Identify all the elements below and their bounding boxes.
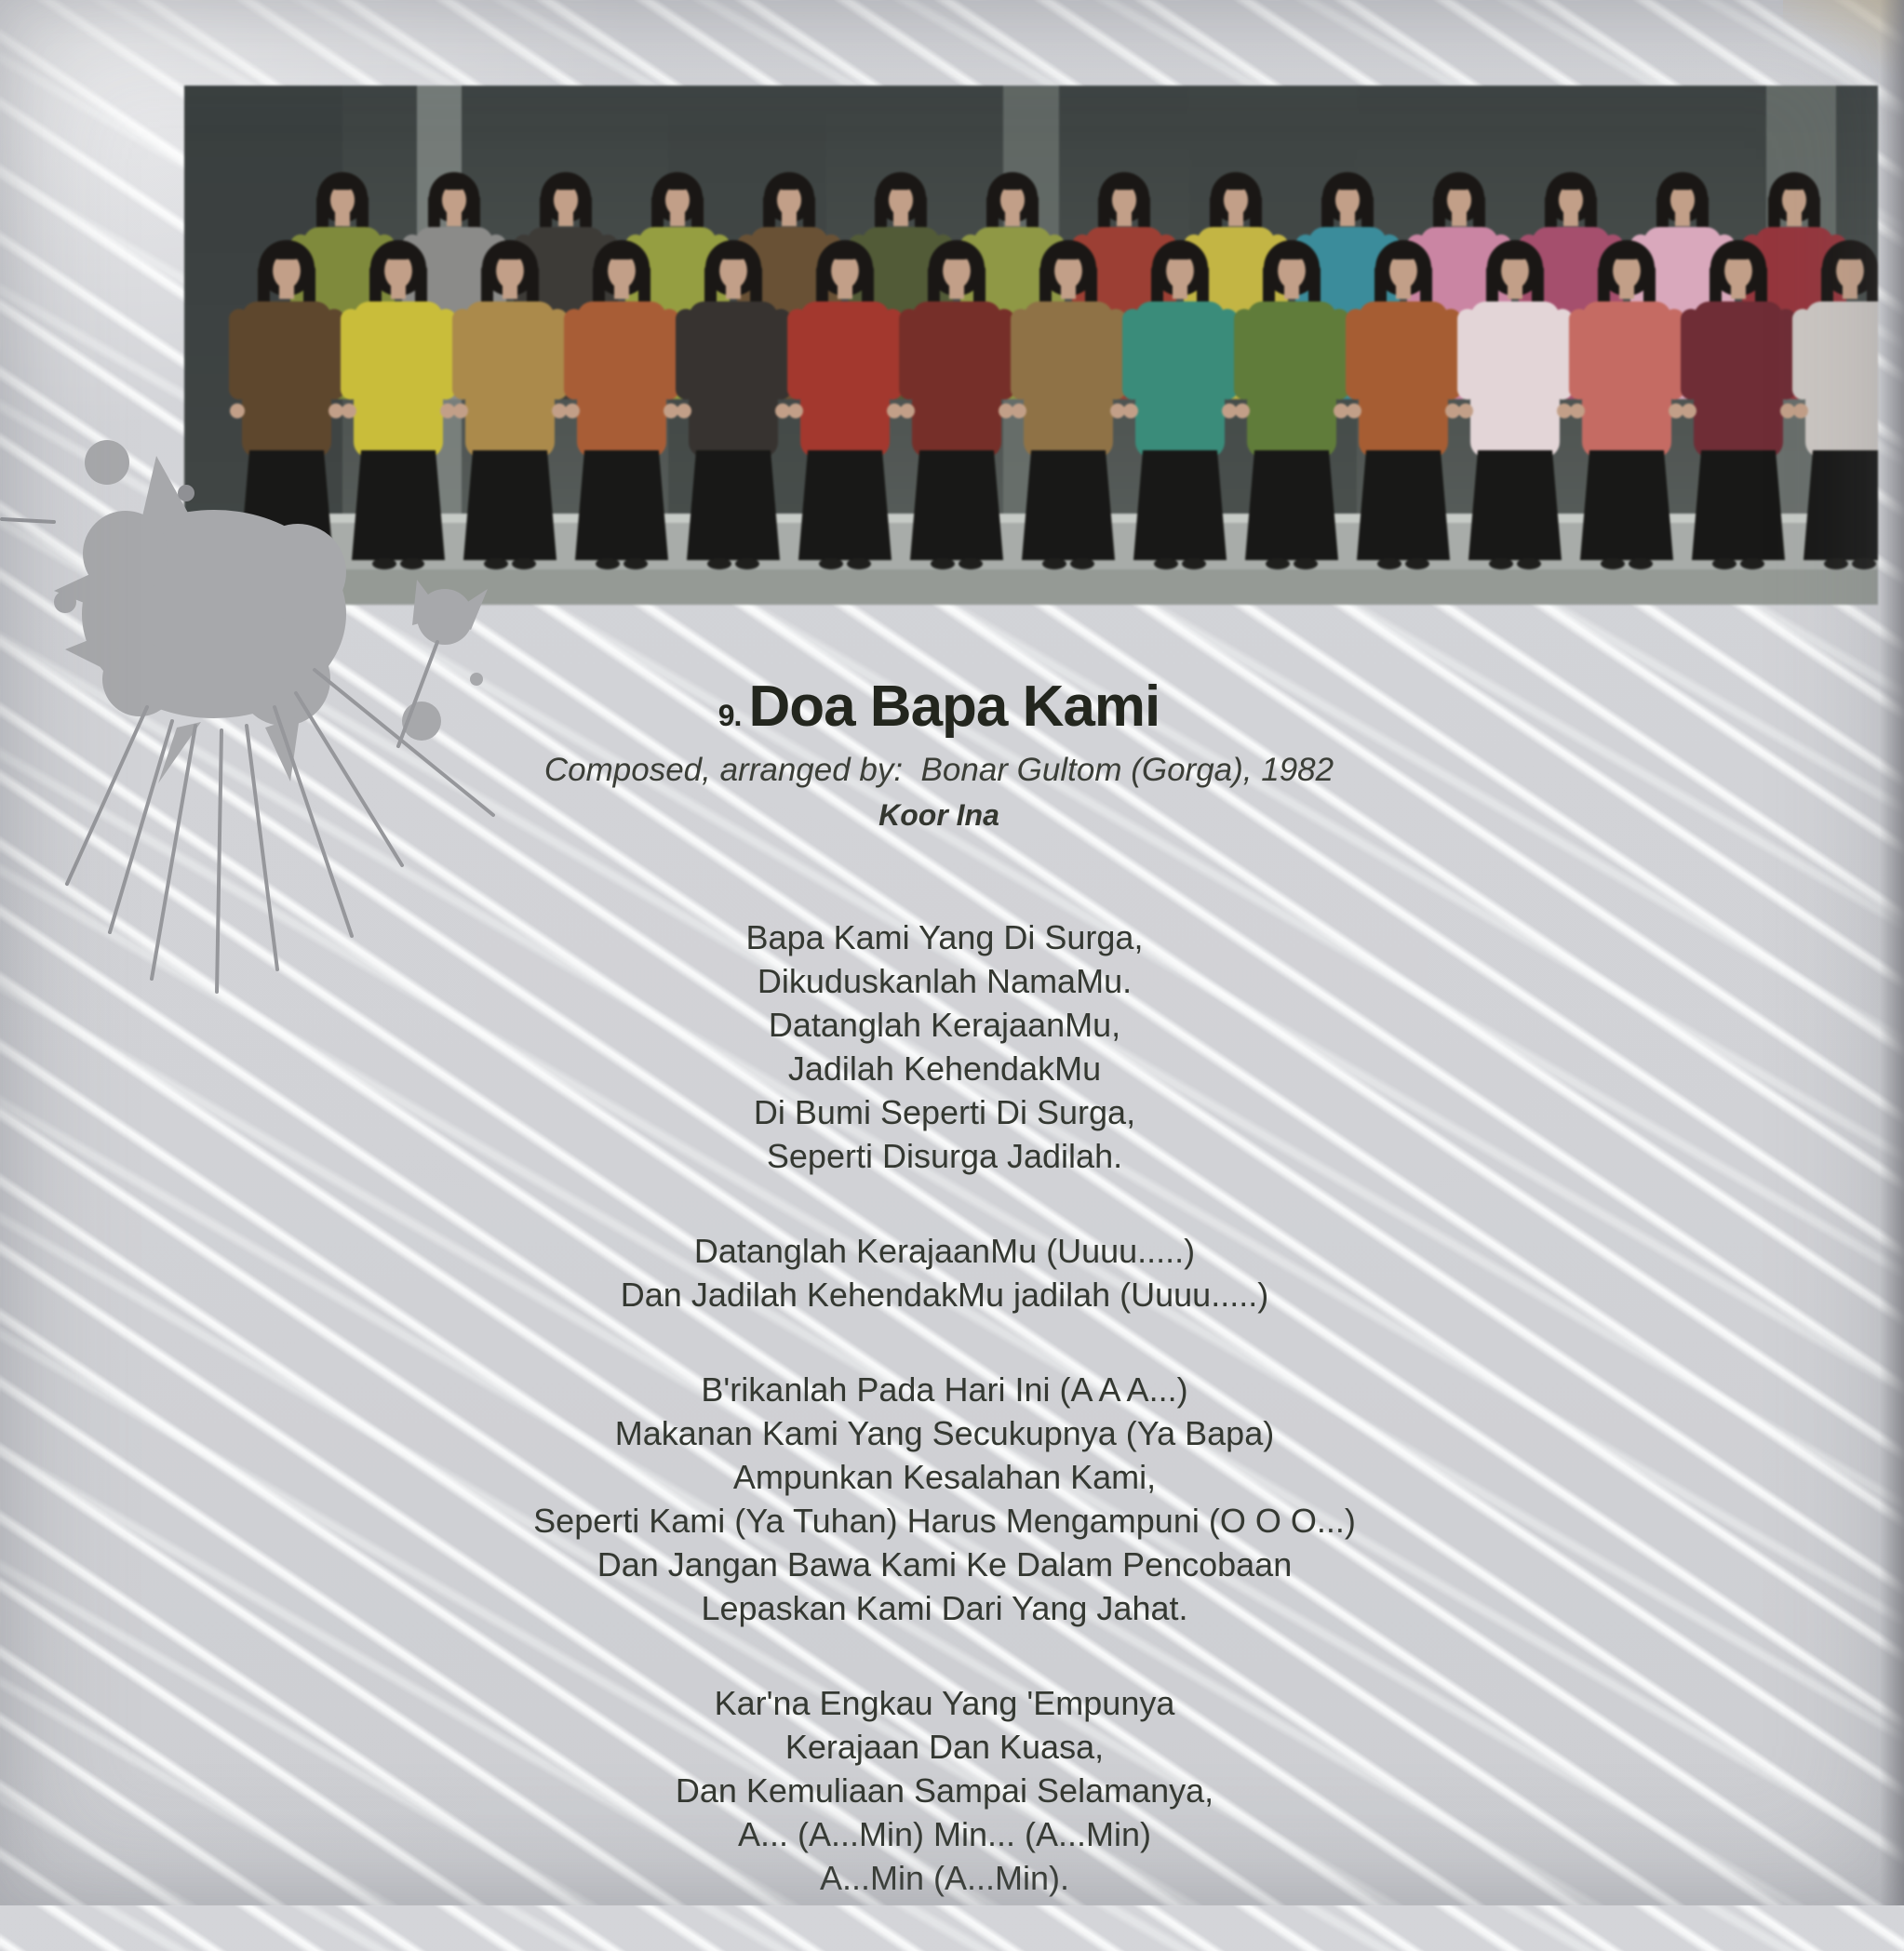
- choir-member-part: [230, 404, 245, 419]
- choir-member-part: [1582, 301, 1671, 458]
- choir-member-part: [1154, 558, 1178, 569]
- choir-member-part: [1629, 558, 1653, 569]
- choir-member-part: [1612, 248, 1643, 260]
- lyric-line: Dan Kemuliaan Sampai Selamanya,: [675, 1771, 1214, 1810]
- choir-member-part: [352, 450, 445, 560]
- choir-member-part: [1022, 450, 1115, 560]
- choir-member-part: [1294, 558, 1318, 569]
- choir-member-part: [1308, 264, 1321, 307]
- choir-member-part: [1723, 248, 1754, 260]
- choir-member-part: [1024, 301, 1113, 458]
- choir-member-part: [775, 404, 790, 419]
- choir-member-part: [1558, 180, 1585, 191]
- scan-corner-artifact: [1783, 0, 1904, 93]
- choir-member-part: [1580, 450, 1673, 560]
- lyric-line: Seperti Disurga Jadilah.: [766, 1137, 1123, 1175]
- song-title: [0, 675, 1891, 739]
- choir-member-part: [1458, 404, 1473, 419]
- choir-member-part: [465, 301, 555, 458]
- choir-member-part: [900, 404, 915, 419]
- choir-member-part: [1598, 264, 1610, 307]
- choir-member-part: [1321, 194, 1334, 231]
- choir-member-part: [1138, 194, 1150, 231]
- choir-member-part: [1470, 301, 1560, 458]
- choir-member-part: [1486, 264, 1498, 307]
- choir-member-part: [1489, 558, 1513, 569]
- choir-member-part: [1805, 301, 1878, 458]
- choir-member-part: [575, 450, 668, 560]
- choir-member-part: [463, 450, 556, 560]
- choir-member-part: [329, 404, 343, 419]
- choir-member-part: [1557, 404, 1572, 419]
- choir-member-part: [1110, 404, 1125, 419]
- choir-member-part: [689, 301, 778, 458]
- choir-member-part: [1374, 264, 1387, 307]
- choir-member-part: [441, 180, 468, 191]
- song-header: [0, 675, 1891, 833]
- choir-member-part: [261, 558, 285, 569]
- choir-member-part: [1334, 180, 1361, 191]
- lyric-line: Datanglah KerajaanMu (Uuuu.....): [693, 1232, 1196, 1270]
- choir-member-part: [1123, 404, 1138, 419]
- choir-member-part: [272, 248, 302, 260]
- choir-member-part: [803, 194, 815, 231]
- choir-member-part: [718, 248, 749, 260]
- choir-member-part: [484, 558, 508, 569]
- choir-member-part: [1545, 194, 1557, 231]
- choir-member-part: [862, 264, 874, 307]
- choir-member-part: [453, 404, 468, 419]
- choir-member-part: [1222, 404, 1237, 419]
- choir-group-photo: [184, 86, 1878, 605]
- choir-member-part: [593, 264, 605, 307]
- choir-member-part: [704, 264, 717, 307]
- choir-member-part: [973, 264, 986, 307]
- choir-member-part: [750, 264, 762, 307]
- choir-member-part: [1656, 194, 1669, 231]
- choir-member-part: [1098, 194, 1110, 231]
- choir-member-part: [638, 264, 650, 307]
- choir-member-part: [1266, 558, 1290, 569]
- choir-member-part: [888, 180, 915, 191]
- lyric-line: Jadilah KehendakMu: [787, 1049, 1102, 1088]
- choir-member-part: [1473, 194, 1485, 231]
- choir-member-part: [1085, 264, 1097, 307]
- choir-member-part: [931, 558, 955, 569]
- choir-member-part: [258, 264, 270, 307]
- choir-member-part: [1420, 264, 1432, 307]
- choir-member-part: [912, 301, 1001, 458]
- choir-member-part: [1768, 194, 1780, 231]
- choir-member-part: [999, 180, 1026, 191]
- choir-member-part: [1445, 404, 1460, 419]
- lyric-line: Dan Jangan Bawa Kami Ke Dalam Pencobaan: [597, 1545, 1293, 1584]
- choir-member-part: [651, 194, 664, 231]
- choir-member-part: [1570, 404, 1585, 419]
- choir-member-part: [677, 404, 691, 419]
- choir-member-part: [819, 558, 843, 569]
- choir-member-part: [1755, 264, 1767, 307]
- choir-member-part: [495, 248, 526, 260]
- choir-member-part: [1070, 558, 1094, 569]
- choir-member-part: [942, 248, 972, 260]
- choir-member-part: [577, 301, 666, 458]
- choir-member-part: [986, 194, 999, 231]
- choir-member-part: [1347, 404, 1361, 419]
- choir-member-part: [342, 404, 356, 419]
- choir-member-part: [1696, 194, 1709, 231]
- choir-member-part: [1835, 248, 1866, 260]
- choir-member-part: [596, 558, 620, 569]
- choir-member-part: [242, 301, 331, 458]
- choir-member-part: [1165, 248, 1196, 260]
- choir-member-part: [552, 404, 567, 419]
- choir-member-part: [1601, 558, 1625, 569]
- stanza-3: [0, 1368, 1897, 1630]
- choir-member-part: [1712, 558, 1736, 569]
- track-number: 9.: [717, 699, 742, 732]
- choir-member-part: [1250, 194, 1262, 231]
- choir-member-part: [1517, 558, 1541, 569]
- choir-member-part: [1803, 450, 1878, 560]
- choir-member-part: [1433, 194, 1445, 231]
- choir-member-part: [664, 180, 691, 191]
- lyric-line: Kerajaan Dan Kuasa,: [784, 1728, 1105, 1766]
- choir-member-part: [1781, 180, 1808, 191]
- choir-member-part: [288, 558, 313, 569]
- choir-member-part: [1682, 404, 1696, 419]
- choir-member-part: [959, 558, 983, 569]
- lyric-line: Kar'na Engkau Yang 'Empunya: [714, 1684, 1175, 1722]
- choir-member-part: [1182, 558, 1206, 569]
- choir-member-part: [1135, 301, 1225, 458]
- floor-lower: [184, 569, 1878, 605]
- choir-member-part: [1334, 404, 1348, 419]
- composer-credit: Composed, arranged by: Bonar Gultom (Gorga), 1982: [543, 752, 1334, 789]
- song-title-text: Doa Bapa Kami: [748, 675, 1160, 739]
- choir-member-part: [1824, 558, 1848, 569]
- choir-member-part: [1111, 180, 1138, 191]
- choir-member-part: [735, 558, 759, 569]
- lyric-line: A...Min (A...Min).: [819, 1859, 1070, 1897]
- choir-member-part: [623, 558, 648, 569]
- choir-member-part: [1245, 450, 1338, 560]
- choir-member-part: [1821, 264, 1833, 307]
- choir-member-part: [428, 194, 440, 231]
- choir-member-part: [1151, 264, 1163, 307]
- choir-member-part: [468, 194, 480, 231]
- choir-member-part: [553, 180, 580, 191]
- choir-member-part: [999, 404, 1013, 419]
- choir-member-part: [1468, 450, 1562, 560]
- choir-member-part: [1053, 248, 1084, 260]
- choir-member-part: [303, 264, 315, 307]
- choir-member-part: [691, 194, 704, 231]
- choir-member-part: [664, 404, 678, 419]
- choir-member-part: [1710, 264, 1722, 307]
- lyric-line: Bapa Kami Yang Di Surga,: [745, 918, 1144, 956]
- choir-member-part: [763, 194, 775, 231]
- choir-member-part: [1042, 558, 1066, 569]
- choir-member-part: [1361, 194, 1374, 231]
- choir-member-part: [687, 450, 780, 560]
- choir-member-part: [1643, 264, 1656, 307]
- lyric-line: B'rikanlah Pada Hari Ini (A A A...): [701, 1370, 1188, 1409]
- choir-member-part: [1210, 194, 1222, 231]
- choir-member-part: [240, 450, 333, 560]
- choir-photo-illustration: [184, 86, 1878, 605]
- choir-member-part: [354, 301, 443, 458]
- choir-member-part: [383, 248, 414, 260]
- choir-member-part: [1263, 264, 1275, 307]
- lyrics-block: [0, 915, 1897, 1951]
- choir-member-part: [788, 404, 803, 419]
- choir-member-part: [316, 194, 329, 231]
- lyric-line: Dikuduskanlah NamaMu.: [757, 962, 1133, 1000]
- choir-member-part: [776, 180, 803, 191]
- choir-member-part: [928, 264, 940, 307]
- choir-member-part: [481, 264, 493, 307]
- choir-member-part: [1012, 404, 1026, 419]
- choir-member-part: [1039, 264, 1052, 307]
- choir-member-part: [329, 180, 356, 191]
- choir-member-part: [1669, 404, 1683, 419]
- choir-member-part: [369, 264, 382, 307]
- choir-member-part: [1852, 558, 1876, 569]
- choir-member-part: [1780, 404, 1795, 419]
- choir-member-part: [1532, 264, 1544, 307]
- choir-member-part: [1692, 450, 1785, 560]
- lyric-line: Datanglah KerajaanMu,: [768, 1006, 1121, 1044]
- lyric-line: Seperti Kami (Ya Tuhan) Harus Mengampuni (O O O...): [533, 1502, 1356, 1540]
- choir-member-part: [1446, 180, 1473, 191]
- choir-member-part: [540, 194, 552, 231]
- lyric-line: Dan Jadilah KehendakMu jadilah (Uuuu.....): [620, 1276, 1269, 1314]
- choir-member-part: [1740, 558, 1764, 569]
- lyric-line: Lepaskan Kami Dari Yang Jahat.: [701, 1589, 1188, 1627]
- choir-member-part: [1694, 301, 1783, 458]
- choir-member-part: [1669, 180, 1696, 191]
- choir-member-part: [415, 264, 427, 307]
- choir-member-part: [1808, 194, 1820, 231]
- stanza-1: [0, 915, 1897, 1178]
- choir-member-part: [527, 264, 539, 307]
- choir-member-part: [910, 450, 1003, 560]
- choir-member-part: [800, 301, 890, 458]
- choir-member-part: [607, 248, 637, 260]
- choir-member-part: [1133, 450, 1227, 560]
- choir-member-part: [847, 558, 871, 569]
- choir-member-part: [887, 404, 902, 419]
- choir-member-part: [356, 194, 369, 231]
- lyric-line: Makanan Kami Yang Secukupnya (Ya Bapa): [614, 1414, 1275, 1452]
- choir-member-part: [565, 404, 580, 419]
- choir-member-part: [798, 450, 892, 560]
- choir-member-part: [1867, 264, 1878, 307]
- choir-member-part: [512, 558, 536, 569]
- choir-member-part: [1223, 180, 1250, 191]
- choir-member-part: [915, 194, 927, 231]
- choir-member-part: [1197, 264, 1209, 307]
- choir-member-part: [1247, 301, 1336, 458]
- lyric-line: Ampunkan Kesalahan Kami,: [732, 1458, 1157, 1496]
- stanza-4: [0, 1681, 1897, 1900]
- choir-member-part: [1405, 558, 1429, 569]
- choir-member-part: [1277, 248, 1307, 260]
- choir-member-part: [1357, 450, 1450, 560]
- choir-member-part: [816, 264, 828, 307]
- choir-member-part: [1377, 558, 1401, 569]
- choir-member-part: [400, 558, 424, 569]
- choir-member-part: [580, 194, 592, 231]
- choir-member-part: [707, 558, 731, 569]
- choir-member-part: [1359, 301, 1448, 458]
- choir-member-part: [1235, 404, 1250, 419]
- choir-member-part: [1793, 404, 1808, 419]
- choir-member-part: [440, 404, 455, 419]
- choir-member-part: [1585, 194, 1597, 231]
- choir-member-part: [372, 558, 396, 569]
- choir-member-part: [830, 248, 861, 260]
- performer-name: Koor Ina: [878, 798, 999, 833]
- stanza-2: [0, 1229, 1897, 1316]
- lyric-line: A... (A...Min) Min... (A...Min): [737, 1815, 1152, 1853]
- choir-member-part: [1388, 248, 1419, 260]
- choir-member-part: [1500, 248, 1531, 260]
- lyric-line: Di Bumi Seperti Di Surga,: [753, 1093, 1136, 1131]
- choir-member-part: [875, 194, 887, 231]
- choir-member-part: [1026, 194, 1039, 231]
